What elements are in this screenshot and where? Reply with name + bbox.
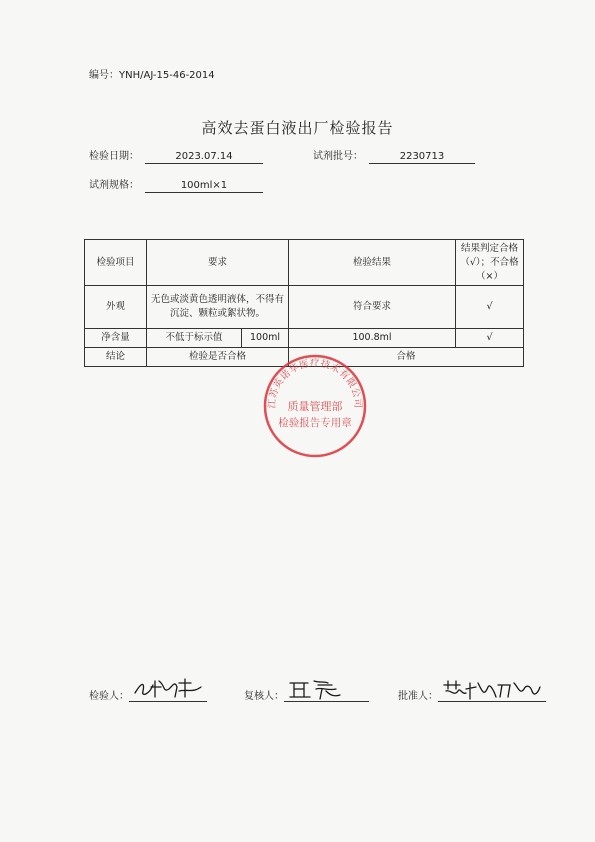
net-content-judgement: √	[456, 329, 524, 348]
document-number: 编号：YNH/AJ-15-46-2014	[89, 70, 215, 81]
reagent-spec-value: 100ml×1	[145, 180, 263, 193]
seal-department-text: 质量管理部	[287, 400, 343, 413]
inspector-signature-line	[129, 683, 207, 702]
appearance-result: 符合要求	[289, 286, 456, 329]
reviewer-signature-field	[244, 683, 369, 702]
header-item: 检验项目	[85, 240, 147, 286]
header-judgement: 结果判定合格（√）；不合格（×）	[456, 240, 524, 286]
table-row	[85, 286, 524, 329]
conclusion-item: 结论	[85, 348, 147, 367]
net-content-standard: 100ml	[242, 329, 289, 348]
reagent-spec-field	[89, 176, 263, 193]
inspector-signature-field	[89, 683, 207, 702]
table-row	[85, 329, 524, 348]
report-title: 高效去蛋白液出厂检验报告	[201, 119, 394, 137]
net-content-item: 净含量	[85, 329, 147, 348]
appearance-requirement: 无色或淡黄色透明液体，不得有沉淀、颗粒或絮状物。	[147, 286, 289, 329]
conclusion-requirement: 检验是否合格	[147, 348, 289, 367]
batch-number-value: 2230713	[369, 151, 475, 164]
reviewer-signature-line	[284, 683, 369, 702]
batch-number-field	[313, 147, 475, 164]
batch-number-label: 试剂批号：	[313, 151, 363, 162]
reagent-spec-label: 试剂规格：	[89, 180, 139, 191]
approver-handwritten-signature	[440, 677, 544, 701]
inspection-date-value: 2023.07.14	[145, 151, 263, 164]
approver-signature-line	[438, 683, 546, 702]
table-header-row	[85, 240, 524, 286]
conclusion-result: 合格	[289, 348, 524, 367]
header-result: 检验结果	[289, 240, 456, 286]
header-requirement: 要求	[147, 240, 289, 286]
seal-company-text: 江苏英诺华医疗技术有限公司	[266, 358, 364, 409]
company-seal-stamp	[262, 353, 368, 459]
inspector-label: 检验人：	[89, 691, 129, 702]
inspection-result-table	[84, 239, 524, 367]
appearance-judgement: √	[456, 286, 524, 329]
approver-label: 批准人：	[398, 691, 438, 702]
net-content-requirement: 不低于标示值	[147, 329, 242, 348]
appearance-item: 外观	[85, 286, 147, 329]
reviewer-label: 复核人：	[244, 691, 284, 702]
approver-signature-field	[398, 683, 546, 702]
net-content-result: 100.8ml	[289, 329, 456, 348]
inspection-date-field	[89, 147, 263, 164]
inspection-date-label: 检验日期：	[89, 151, 139, 162]
inspector-handwritten-signature	[131, 675, 207, 701]
reviewer-handwritten-signature	[286, 677, 346, 701]
seal-purpose-text: 检验报告专用章	[278, 417, 352, 429]
